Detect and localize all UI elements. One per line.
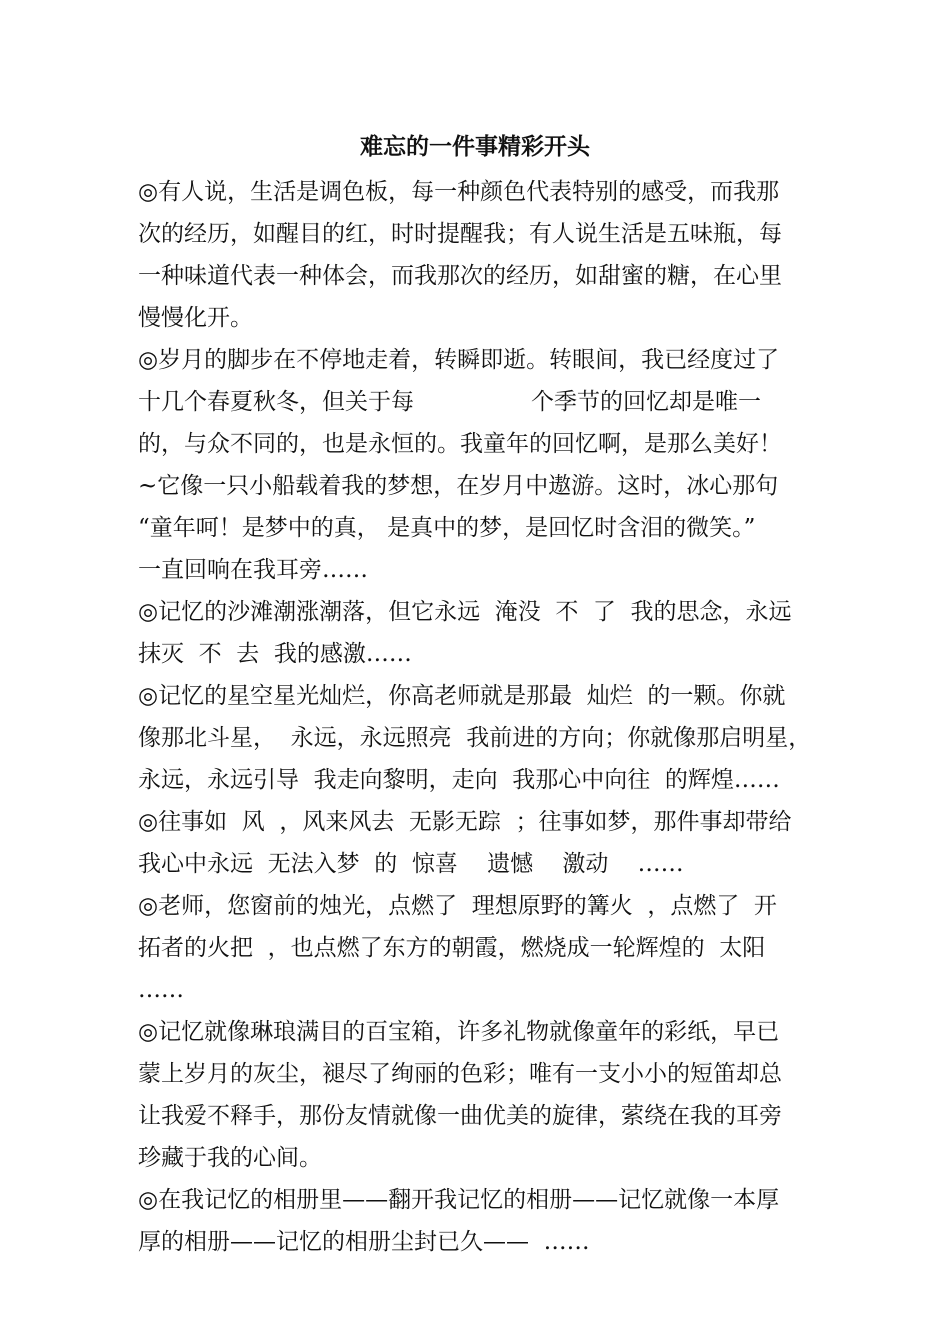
text-line: 的，与众不同的，也是永恒的。我童年的回忆啊，是那么美好！ (138, 431, 782, 457)
text-line: 蒙上岁月的灰尘，褪尽了绚丽的色彩；唯有一支小小的短笛却总 (138, 1061, 782, 1087)
text-line: ◎记忆就像琳琅满目的百宝箱，许多礼物就像童年的彩纸，早已 (138, 1019, 780, 1045)
text-line: ◎记忆的沙滩潮涨潮落，但它永远 淹没 不 了 我的思念，永远 (138, 599, 792, 625)
text-line: ◎在我记忆的相册里——翻开我记忆的相册——记忆就像一本厚 (138, 1187, 780, 1213)
text-line: ◎老师，您窗前的烛光，点燃了 理想原野的篝火 ，点燃了 开 (138, 893, 777, 919)
text-line: ◎记忆的星空星光灿烂，你高老师就是那最 灿烂 的一颗。你就 (138, 683, 786, 709)
text-line: 我心中永远 无法入梦 的 惊喜 遗憾 激动 …… (138, 851, 684, 877)
text-line: “童年呵！是梦中的真， 是真中的梦，是回忆时含泪的微笑。” (138, 515, 756, 541)
text-line: 次的经历，如醒目的红，时时提醒我；有人说生活是五味瓶，每 (138, 221, 782, 247)
text-line: 十几个春夏秋冬，但关于每 个季节的回忆却是唯一 (138, 389, 761, 415)
text-line: ~它像一只小船载着我的梦想，在岁月中遨游。这时，冰心那句 (138, 473, 779, 499)
text-line: 抹灭 不 去 我的感激…… (138, 641, 412, 667)
text-line: 永远，永远引导 我走向黎明，走向 我那心中向往 的辉煌…… (138, 767, 780, 793)
text-line: ◎往事如 风 ，风来风去 无影无踪 ；往事如梦，那件事却带给 (138, 809, 792, 835)
text-line: …… (138, 977, 184, 1003)
text-line: 厚的相册——记忆的相册尘封已久—— …… (138, 1229, 590, 1255)
text-line: ◎有人说，生活是调色板，每一种颜色代表特别的感受，而我那 (138, 179, 780, 205)
text-line: 像那北斗星， 永远，永远照亮 我前进的方向；你就像那启明星， (138, 725, 812, 751)
text-line: 让我爱不释手，那份友情就像一曲优美的旋律，萦绕在我的耳旁 (138, 1103, 782, 1129)
document-title: 难忘的一件事精彩开头 (360, 133, 590, 160)
document-body (138, 171, 823, 1263)
text-line: 一种味道代表一种体会，而我那次的经历，如甜蜜的糖，在心里 (138, 263, 782, 289)
text-line: 拓者的火把 ，也点燃了东方的朝霞，燃烧成一轮辉煌的 太阳 (138, 935, 766, 961)
text-line: 一直回响在我耳旁…… (138, 557, 368, 583)
text-line: 慢慢化开。 (138, 305, 253, 331)
text-line: 珍藏于我的心间。 (138, 1145, 322, 1171)
text-line: ◎岁月的脚步在不停地走着，转瞬即逝。转眼间，我已经度过了 (138, 347, 780, 373)
